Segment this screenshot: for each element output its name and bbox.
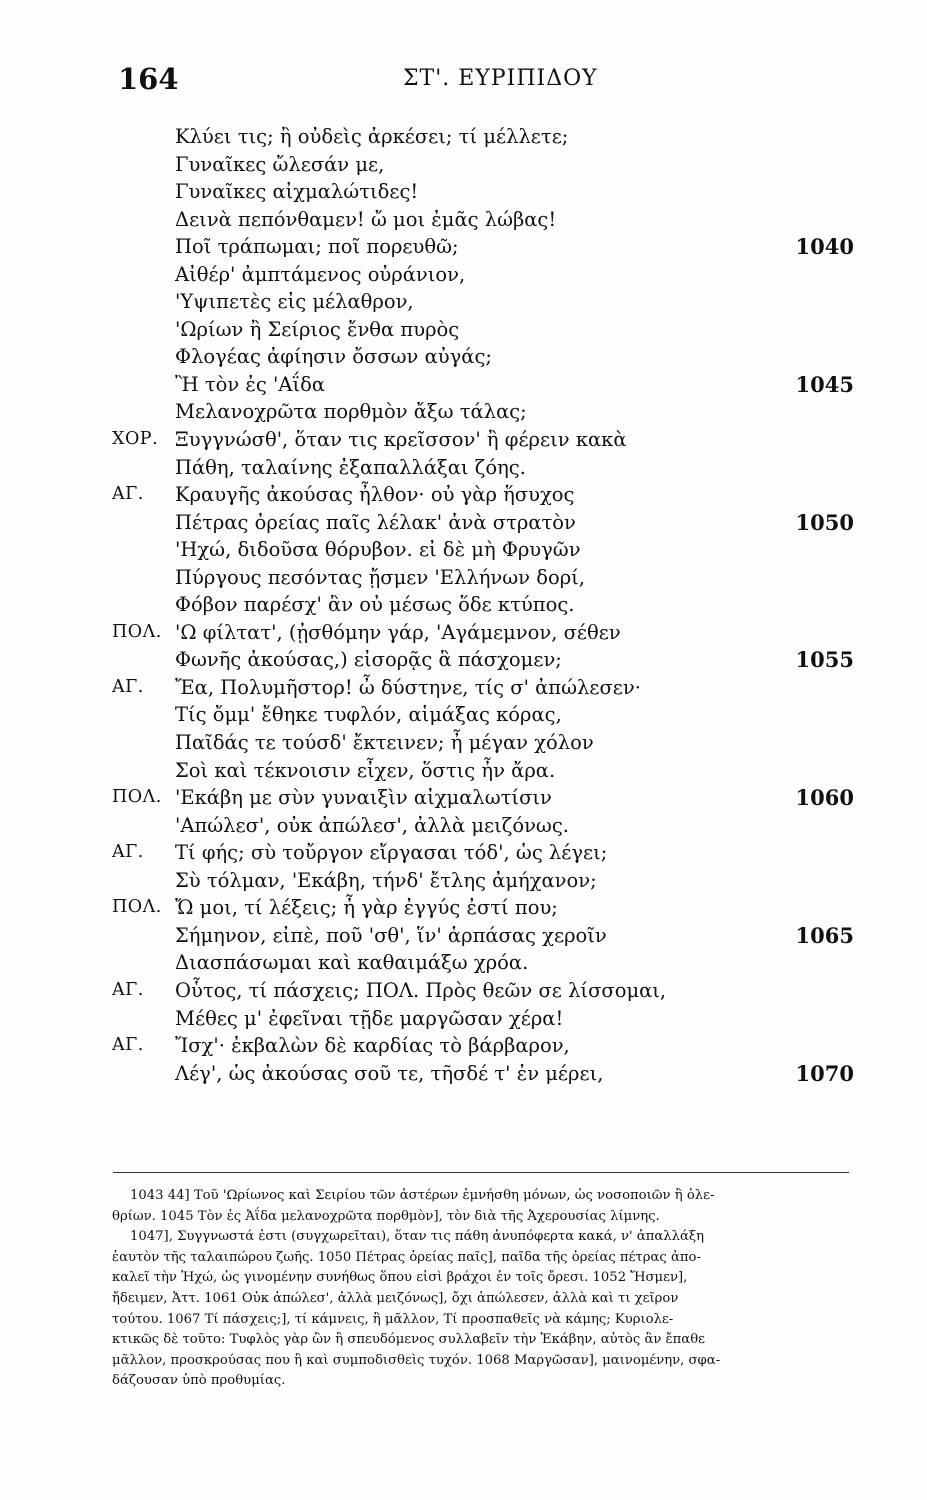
verse-line [112,151,854,179]
speaker-label: ΠΟΛ. [112,787,162,808]
verse-line [112,784,854,812]
verse-text: Τί φής; σὺ τοὔργον εἴργασαι τόδ', ὡς λέγει; [175,841,608,865]
verse-line [112,343,854,371]
verse-line [112,371,854,399]
verse-line [112,922,854,950]
verse-line [112,1032,854,1060]
verse-text: 'Ωρίων ἢ Σείριος ἔνθα πυρὸς [175,317,460,341]
verse-line [112,1005,854,1033]
verse-line [112,949,854,977]
line-number: 1055 [795,647,854,673]
verse-text: Ἢ τὸν ἐς 'Αΐδα [175,372,325,396]
page-number: 164 [118,62,179,96]
verse-line [112,619,854,647]
verse-text: 'Εκάβη με σὺν γυναιξὶν αἰχμαλωτίσιν [175,786,552,810]
line-number: 1070 [795,1060,854,1086]
speaker-label: ΑΓ. [112,842,144,863]
footnotes-block [112,1186,856,1392]
verse-line [112,591,854,619]
verse-text: Οὗτος, τί πάσχεις; ΠΟΛ. Πρὸς θεῶν σε λίσσομαι, [175,978,667,1002]
verse-line [112,509,854,537]
verse-text: Μέθες μ' ἐφεῖναι τῇδε μαργῶσαν χέρα! [175,1006,564,1030]
verse-text: Σὺ τόλμαν, 'Εκάβη, τήνδ' ἔτλης ἀμήχανον; [175,868,597,892]
verse-text: Γυναῖκες αἰχμαλώτιδες! [175,180,419,204]
verse-line [112,812,854,840]
speaker-label: ΧΟΡ. [112,429,159,450]
verse-line [112,316,854,344]
line-number: 1045 [795,371,854,397]
speaker-label: ΑΓ. [112,979,144,1000]
verse-line [112,288,854,316]
verse-text: 'Ω φίλτατ', (ᾐσθόμην γάρ, 'Αγάμεμνον, σέθεν [175,620,621,644]
verse-text: Διασπάσωμαι καὶ καθαιμάξω χρόα. [175,951,529,975]
verse-text: Πύργους πεσόντας ᾔσμεν 'Ελλήνων δορί, [175,565,586,589]
verse-line [112,206,854,234]
verse-text: Σοὶ καὶ τέκνοισιν εἶχεν, ὅστις ἦν ἄρα. [175,758,556,782]
speaker-label: ΑΓ. [112,484,144,505]
verse-line [112,454,854,482]
verse-text-block [112,123,854,1087]
verse-line [112,178,854,206]
footnote-line: καλεῖ τὴν Ἠχώ, ὡς γινομένην συνήθως ὅπου εἰσὶ βράχοι ἐν τοῖς ὄρεσι. 1052 Ἤσμεν], [112,1270,688,1286]
line-number: 1040 [795,234,854,260]
running-title: ΣΤ'. ΕΥΡΙΠΙΔΟΥ [403,66,598,91]
verse-text: Λέγ', ὡς ἀκούσας σοῦ τε, τῆσδέ τ' ἐν μέρει, [175,1061,604,1085]
verse-text: Κλύει τις; ἢ οὐδεὶς ἀρκέσει; τί μέλλετε; [175,125,569,148]
footnote-line: κτικῶς δὲ τοῦτο: Τυφλὸς γὰρ ὢν ἢ σπευδόμενος συλλαβεῖν τὴν Ἑκάβην, αὐτὸς ἂν ἔπαθε [112,1332,705,1348]
verse-line [112,564,854,592]
speaker-label: ΠΟΛ. [112,897,162,918]
verse-text: Δεινὰ πεπόνθαμεν! ὤ μοι ἐμᾶς λώβας! [175,207,557,231]
verse-text: Ποῖ τράπωμαι; ποῖ πορευθῶ; [175,235,459,259]
footnote-line: 1047], Συγγνωστά ἐστι (συγχωρεῖται), ὅταν τις πάθη ἀνυπόφερτα κακά, ν' ἀπαλλάξη [130,1229,705,1245]
verse-text: Πέτρας ὀρείας παῖς λέλακ' ἀνὰ στρατὸν [175,510,576,534]
speaker-label: ΑΓ. [112,1035,144,1056]
verse-line [112,701,854,729]
verse-line [112,674,854,702]
footnote-line: μᾶλλον, προσκρούσας που ἢ καὶ συμποδισθεὶς τυχόν. 1068 Μαργῶσαν], μαινομένην, σφα- [112,1352,721,1368]
verse-text: Ἔα, Πολυμῆστορ! ὦ δύστηνε, τίς σ' ἀπώλεσεν· [175,675,641,699]
verse-line [112,646,854,674]
verse-text: Πάθη, ταλαίνης ἐξαπαλλάξαι ζόης. [175,455,526,479]
footnote-line: θρίων. 1045 Τὸν ἐς Ἀΐδα μελανοχρῶτα πορθμὸν], τὸν διὰ τῆς Ἀχερουσίας λίμνης. [112,1208,660,1224]
verse-text: Φωνῆς ἀκούσας,) εἰσορᾷς ἃ πάσχομεν; [175,648,562,672]
verse-line [112,426,854,454]
verse-text: Σήμηνον, εἰπὲ, ποῦ 'σθ', ἵν' ἁρπάσας χεροῖν [175,923,607,947]
verse-line [112,233,854,261]
running-head [118,62,858,102]
verse-text: Γυναῖκες ὤλεσάν με, [175,152,385,176]
verse-line [112,757,854,785]
line-number: 1050 [795,509,854,535]
verse-text: Παῖδάς τε τούσδ' ἔκτεινεν; ἦ μέγαν χόλον [175,731,594,755]
footnote-line: ἑαυτὸν τῆς ταλαιπώρου ζωῆς. 1050 Πέτρας ὀρείας παῖς], παῖδα τῆς ὀρείας πέτρας ἀπο- [112,1249,701,1265]
verse-text: Τίς ὄμμ' ἔθηκε τυφλόν, αἱμάξας κόρας, [175,703,562,727]
verse-text: Μελανοχρῶτα πορθμὸν ἄξω τάλας; [175,400,527,424]
verse-text: 'Υψιπετὲς εἰς μέλαθρον, [175,290,414,314]
footnote-rule [113,1172,849,1173]
verse-line [112,398,854,426]
footnote-line: τούτου. 1067 Τί πάσχεις;], τί κάμνεις, ἢ μᾶλλον, Τί προσπαθεῖς νὰ κάμης; Κυριολε- [112,1311,674,1327]
verse-line [112,261,854,289]
verse-text: Ὤ μοι, τί λέξεις; ἦ γὰρ ἐγγύς ἐστί που; [175,896,558,920]
verse-line [112,977,854,1005]
footnote-line: ἤδειμεν, Ἀττ. 1061 Οὐκ ἀπώλεσ', ἀλλὰ μειζόνως], ὄχι ἀπώλεσεν, ἀλλὰ καὶ τι χεῖρον [112,1290,679,1306]
verse-line [112,123,854,151]
verse-line [112,839,854,867]
verse-text: Ξυγγνώσθ', ὅταν τις κρεῖσσον' ἢ φέρειν κακὰ [175,428,627,452]
speaker-label: ΠΟΛ. [112,621,162,642]
verse-line [112,536,854,564]
footnote-line: δάζουσαν ὑπὸ προθυμίας. [112,1373,286,1389]
verse-line [112,729,854,757]
verse-text: Φλογέας ἀφίησιν ὄσσων αὐγάς; [175,345,492,369]
verse-text: 'Απώλεσ', οὐκ ἀπώλεσ', ἀλλὰ μειζόνως. [175,813,569,837]
verse-text: 'Ηχώ, διδοῦσα θόρυβον. εἰ δὲ μὴ Φρυγῶν [175,538,581,562]
verse-line [112,1060,854,1088]
line-number: 1060 [795,785,854,811]
speaker-label: ΑΓ. [112,676,144,697]
verse-line [112,894,854,922]
verse-text: Κραυγῆς ἀκούσας ἦλθον· οὐ γὰρ ἥσυχος [175,483,575,507]
verse-line [112,867,854,895]
footnote-line: 1043 44] Τοῦ 'Ωρίωνος καὶ Σειρίου τῶν ἀστέρων ἐμνήσθη μόνων, ὡς νοσοποιῶν ἢ ὀλε- [130,1188,715,1203]
line-number: 1065 [795,922,854,948]
verse-text: Αἰθέρ' ἀμπτάμενος οὐράνιον, [175,262,466,286]
verse-text: Ἴσχ'· ἐκβαλὼν δὲ καρδίας τὸ βάρβαρον, [175,1034,570,1058]
verse-text: Φόβον παρέσχ' ἂν οὐ μέσως ὅδε κτύπος. [175,593,575,617]
verse-line [112,481,854,509]
